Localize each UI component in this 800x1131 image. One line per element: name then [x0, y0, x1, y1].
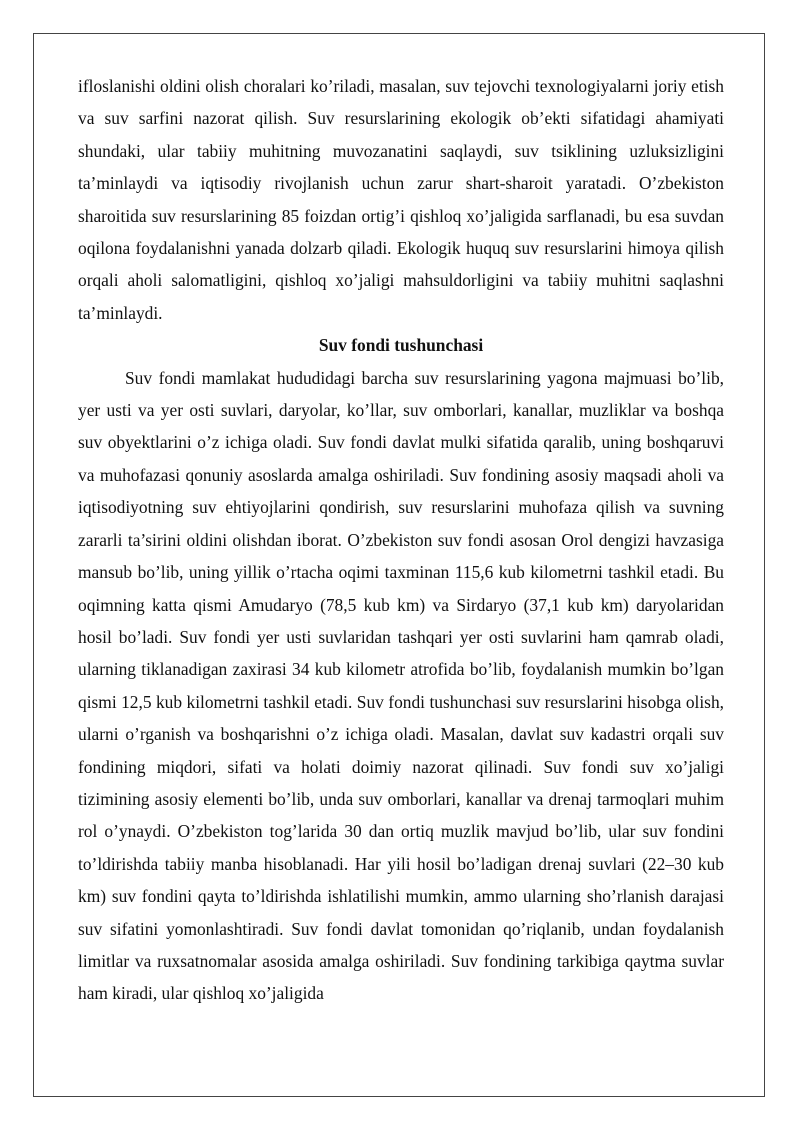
body-paragraph: ifloslanishi oldini olish choralari ko’riladi, masalan, suv tejovchi texnologiyalarni joriy etish va suv sarfini nazorat qilish. Suv resurslarining ekologik ob’ekti sifatidagi ahamiyati shundaki, ular tabiiy muhitning muvozanatini saqlaydi, suv tsiklining uzluksizligini ta’minlaydi va iqtisodiy rivojlanish uchun zarur shart-sharoit yaratadi. O’zbekiston sharoitida suv resurslarining 85 foizdan ortig’i qishloq xo’jaligida sarflanadi, bu esa suvdan oqilona foydalanishni yanada dolzarb qiladi. Ekologik huquq suv resurslarini himoya qilish orqali aholi salomatligini, qishloq xo’jaligi mahsuldorligini va tabiiy muhitni saqlashni ta’minlaydi.: [78, 76, 724, 323]
document-body: [78, 70, 724, 1010]
body-paragraph: Suv fondi mamlakat hududidagi barcha suv resurslarining yagona majmuasi bo’lib, yer usti va yer osti suvlari, daryolar, ko’llar, suv omborlari, kanallar, muzliklar va boshqa suv obyektlarini o’z ichiga oladi. Suv fondi davlat mulki sifatida qaralib, uning boshqaruvi va muhofazasi qonuniy asoslarda amalga oshiriladi. Suv fondining asosiy maqsadi aholi va iqtisodiyotning suv ehtiyojlarini qondirish, suv resurslarini muhofaza qilish va suvning zararli ta’sirini oldini olishdan iborat. O’zbekiston suv fondi asosan Orol dengizi havzasiga mansub bo’lib, uning yillik o’rtacha oqimi taxminan 115,6 kub kilometrni tashkil etadi. Bu oqimning katta qismi Amudaryo (78,5 kub km) va Sirdaryo (37,1 kub km) daryolaridan hosil bo’ladi. Suv fondi yer usti suvlaridan tashqari yer osti suvlarini ham qamrab oladi, ularning tiklanadigan zaxirasi 34 kub kilometr atrofida bo’lib, foydalanish mumkin bo’lgan qismi 12,5 kub kilometrni tashkil etadi. Suv fondi tushunchasi suv resurslarini hisobga olish, ularni o’rganish va boshqarishni o’z ichiga oladi. Masalan, davlat suv kadastri orqali suv fondining miqdori, sifati va holati doimiy nazorat qilinadi. Suv fondi suv xo’jaligi tizimining asosiy elementi bo’lib, unda suv omborlari, kanallar va drenaj tarmoqlari muhim rol o’ynaydi. O’zbekiston tog’larida 30 dan ortiq muzlik mavjud bo’lib, ular suv fondini to’ldirishda tabiiy manba hisoblanadi. Har yili hosil bo’ladigan drenaj suvlari (22–30 kub km) suv fondini qayta to’ldirishda ishlatilishi mumkin, ammo ularning sho’rlanish darajasi suv sifatini yomonlashtiradi. Suv fondi davlat tomonidan qo’riqlanib, undan foydalanish limitlar va ruxsatnomalar asosida amalga oshiriladi. Suv fondining tarkibiga qaytma suvlar ham kiradi, ular qishloq xo’jaligida: [78, 367, 724, 1004]
section-heading: Suv fondi tushunchasi: [318, 335, 484, 356]
